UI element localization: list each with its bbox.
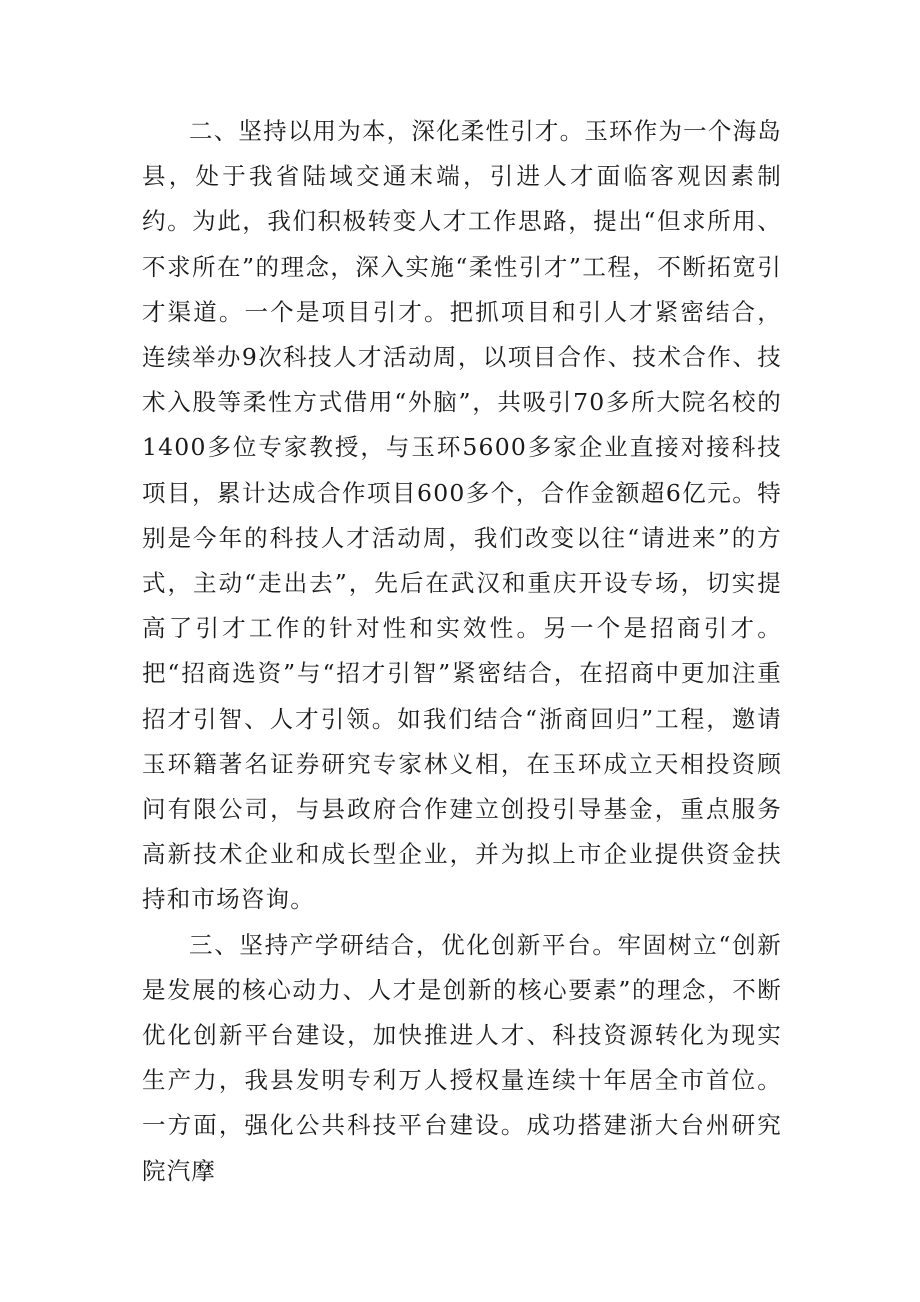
paragraph-innovation-platform: 三、坚持产学研结合，优化创新平台。牢固树立“创新是发展的核心动力、人才是创新的核心要素”的理念，不断优化创新平台建设，加快推进人才、科技资源转化为现实生产力，我县发明专利万人授权量连续十年居全市首位。一方面，强化公共科技平台建设。成功搭建浙大台州研究院汽摩 [142,930,782,1185]
paragraph-talent-introduction: 二、坚持以用为本，深化柔性引才。玉环作为一个海岛县，处于我省陆域交通末端，引进人才面临客观因素制约。为此，我们积极转变人才工作思路，提出“但求所用、不求所在”的理念，深入实施“柔性引才”工程，不断拓宽引才渠道。一个是项目引才。把抓项目和引人才紧密结合，连续举办9次科技人才活动周，以项目合作、技术合作、技术入股等柔性方式借用“外脑”，共吸引70多所大院名校的1400多位专家教授，与玉环5600多家企业直接对接科技项目，累计达成合作项目600多个，合作金额超6亿元。特别是今年的科技人才活动周，我们改变以往“请进来”的方式，主动“走出去”，先后在武汉和重庆开设专场，切实提高了引才工作的针对性和实效性。另一个是招商引才。把“招商选资”与“招才引智”紧密结合，在招商中更加注重招才引智、人才引领。如我们结合“浙商回归”工程，邀请玉环籍著名证券研究专家林义相，在玉环成立天相投资顾问有限公司，与县政府合作建立创投引导基金，重点服务高新技术企业和成长型企业，并为拟上市企业提供资金扶持和市场咨询。 [142,117,782,914]
document-page [142,109,782,1194]
